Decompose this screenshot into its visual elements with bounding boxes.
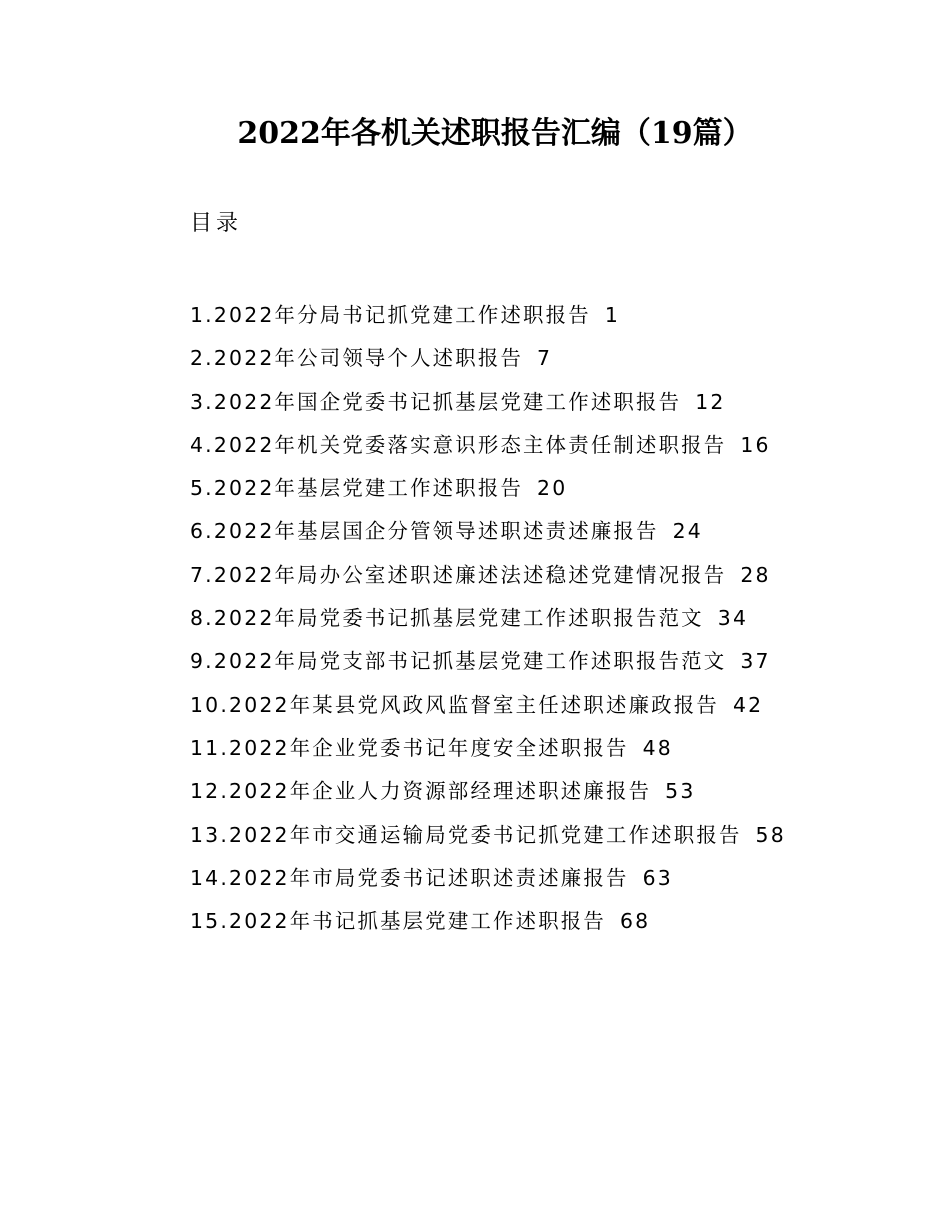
toc-item-page: 16 xyxy=(740,432,771,457)
toc-item xyxy=(190,381,790,424)
toc-item-page: 24 xyxy=(672,519,703,544)
toc-item xyxy=(190,424,790,467)
toc-item xyxy=(190,770,790,813)
toc-item xyxy=(190,467,790,510)
toc-item xyxy=(190,597,790,640)
toc-item xyxy=(190,554,790,597)
toc-item xyxy=(190,337,790,380)
toc-item-label: 8.2022年局党委书记抓基层党建工作述职报告范文 xyxy=(190,606,704,631)
toc-item-page: 63 xyxy=(642,865,673,890)
toc-item-label: 1.2022年分局书记抓党建工作述职报告 xyxy=(190,303,591,327)
toc-item-label: 10.2022年某县党风政风监督室主任述职述廉政报告 xyxy=(190,692,719,717)
toc-item-label: 6.2022年基层国企分管领导述职述责述廉报告 xyxy=(190,519,659,544)
toc-item xyxy=(190,640,790,683)
toc-item-label: 11.2022年企业党委书记年度安全述职报告 xyxy=(190,735,629,760)
toc-item-label: 13.2022年市交通运输局党委书记抓党建工作述职报告 xyxy=(190,822,742,847)
toc-item-page: 37 xyxy=(740,649,771,674)
toc-item-label: 15.2022年书记抓基层党建工作述职报告 xyxy=(190,909,606,934)
toc-item-page: 1 xyxy=(604,303,621,327)
toc-item-label: 14.2022年市局党委书记述职述责述廉报告 xyxy=(190,865,629,890)
toc-item-label: 7.2022年局办公室述职述廉述法述稳述党建情况报告 xyxy=(190,562,727,587)
toc-item-page: 34 xyxy=(717,606,749,631)
toc-item-page: 12 xyxy=(695,389,726,414)
toc-item xyxy=(190,510,790,553)
toc-item-page: 42 xyxy=(732,692,764,717)
toc-item xyxy=(190,727,790,770)
toc-heading: 目录 xyxy=(190,211,243,236)
toc-item-label: 5.2022年基层党建工作述职报告 xyxy=(190,476,524,501)
toc-item-label: 12.2022年企业人力资源部经理述职述廉报告 xyxy=(190,779,652,804)
toc-item xyxy=(190,684,790,727)
document-title: 2022年各机关述职报告汇编（19篇） xyxy=(237,116,753,151)
toc-item-page: 53 xyxy=(665,779,696,804)
toc-item-label: 4.2022年机关党委落实意识形态主体责任制述职报告 xyxy=(190,432,727,457)
toc-item-page: 68 xyxy=(620,909,651,934)
toc-item-label: 9.2022年局党支部书记抓基层党建工作述职报告范文 xyxy=(190,649,727,674)
toc-item-label: 3.2022年国企党委书记抓基层党建工作述职报告 xyxy=(190,389,682,414)
table-of-contents xyxy=(190,294,790,943)
toc-item-page: 48 xyxy=(642,735,673,760)
toc-item xyxy=(190,857,790,900)
toc-item-label: 2.2022年公司领导个人述职报告 xyxy=(190,346,524,371)
toc-item xyxy=(190,294,790,337)
toc-item-page: 28 xyxy=(740,562,771,587)
toc-item-page: 20 xyxy=(537,476,568,501)
toc-item-page: 58 xyxy=(755,822,786,847)
toc-item xyxy=(190,814,790,857)
toc-item xyxy=(190,900,790,943)
toc-item-page: 7 xyxy=(537,346,553,371)
